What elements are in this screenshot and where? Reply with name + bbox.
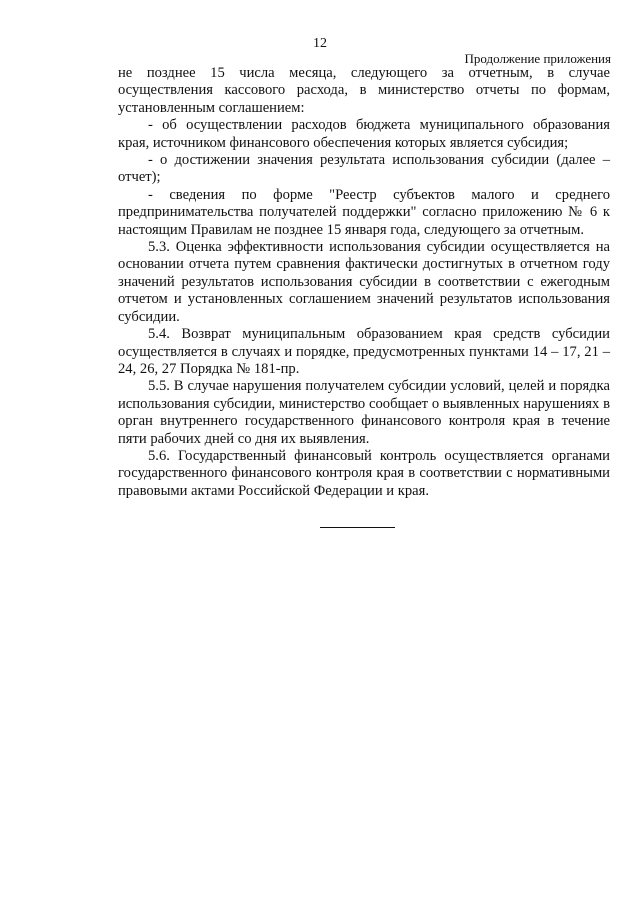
paragraph-5-5: 5.5. В случае нарушения получателем субсидии условий, целей и порядка использования субсидии, министерство сообщает о выявленных нарушениях в орган внутреннего государственного финансового контроля края в течение пяти рабочих дней со дня их выявления. xyxy=(118,378,610,447)
paragraph-5-3: 5.3. Оценка эффективности использования субсидии осуществляется на основании отчета путем сравнения фактически достигнутых в отчетном году значений результатов использования субсидии в соответствии с ежегодным отчетом и установленных соглашением значений результатов использования субсидии. xyxy=(118,239,610,325)
paragraph-5-4: 5.4. Возврат муниципальным образованием края средств субсидии осуществляется в случаях и порядке, предусмотренных пунктами 14 – 17, 21 – 24, 26, 27 Порядка № 181-пр. xyxy=(118,326,610,377)
paragraph-sme-register: - сведения по форме "Реестр субъектов малого и среднего предпринимательства получателей поддержки" согласно приложению № 6 к настоящим Правилам не позднее 15 января года, следующего за отчетным. xyxy=(118,186,610,238)
paragraph-5-6: 5.6. Государственный финансовый контроль осуществляется органами государственного финансового контроля края в соответствии с нормативными правовыми актами Российской Федерации и края. xyxy=(118,447,610,499)
closing-divider xyxy=(320,527,395,528)
paragraph-result-report: - о достижении значения результата использования субсидии (далее – отчет); xyxy=(118,152,610,186)
continuation-label: Продолжение приложения xyxy=(464,51,611,66)
page-number: 12 xyxy=(313,36,327,51)
document-body xyxy=(118,65,610,500)
paragraph-reporting-deadline: не позднее 15 числа месяца, следующего за отчетным, в случае осуществления кассового расхода, в министерство отчеты по формам, установленным соглашением: xyxy=(118,65,610,116)
paragraph-expenditure-report: - об осуществлении расходов бюджета муниципального образования края, источником финансового обеспечения которых является субсидия; xyxy=(118,117,610,151)
